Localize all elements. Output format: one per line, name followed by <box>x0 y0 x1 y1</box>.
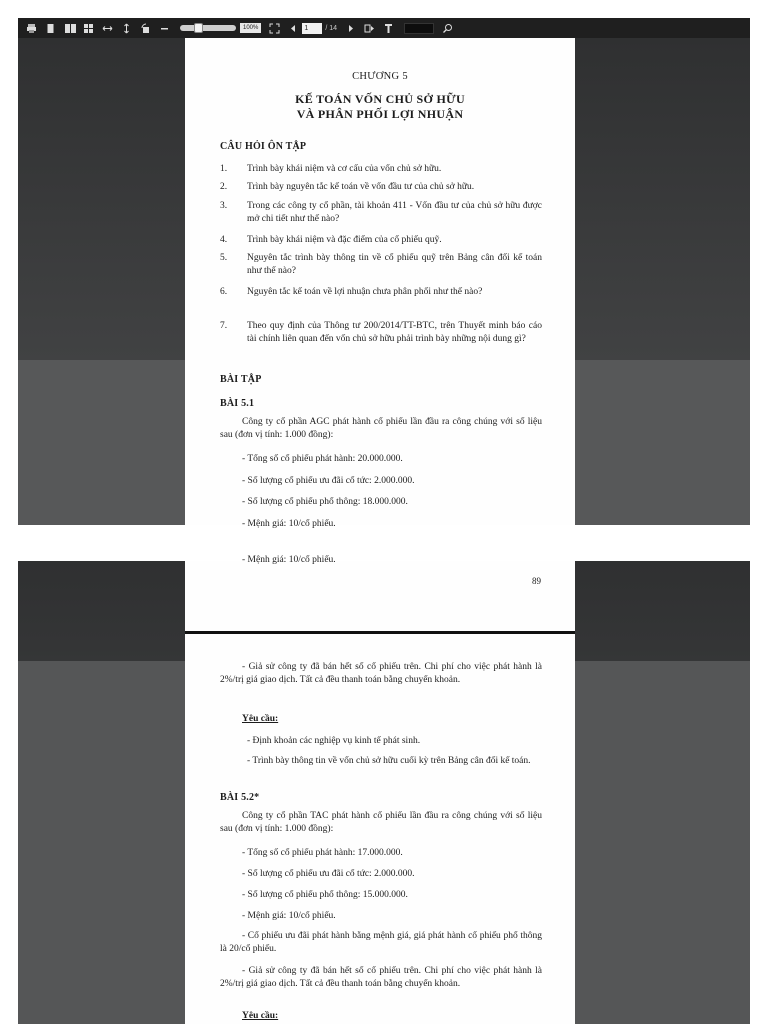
question-number: 7. <box>220 321 228 331</box>
requirement-item: - Trình bày thông tin về vốn chủ sở hữu cuối kỳ trên Bảng cân đối kế toán. <box>247 756 531 766</box>
fullscreen-icon[interactable] <box>269 23 280 34</box>
chapter-title-line: VÀ PHÂN PHỐI LỢI NHUẬN <box>296 107 464 121</box>
requirement-label: Yêu cầu: <box>242 714 279 724</box>
highlight-icon[interactable] <box>364 23 375 34</box>
question-number: 4. <box>220 235 228 245</box>
document-viewport-bottom[interactable] <box>18 555 750 1024</box>
text-tool-icon[interactable] <box>383 23 394 34</box>
question-item <box>220 181 542 194</box>
question-text: Nguyên tắc trình bày thông tin về cổ phiếu quỹ trên Bảng cân đối kế toán như thế nào? <box>247 253 542 276</box>
chapter-title <box>185 92 575 122</box>
requirement-label: Yêu cầu: <box>242 1011 279 1021</box>
zoom-slider-handle[interactable] <box>194 23 203 33</box>
paragraph: - Cổ phiếu ưu đãi phát hành bằng mệnh giá, giá phát hành cổ phiếu phổ thông là 20/cổ phiếu. <box>220 931 542 954</box>
question-item <box>220 286 542 299</box>
question-number: 3. <box>220 201 228 211</box>
question-item <box>220 163 542 176</box>
question-number: 1. <box>220 164 228 174</box>
question-item <box>220 252 542 277</box>
exercise-item: - Tổng số cổ phiếu phát hành: 17.000.000. <box>242 848 403 858</box>
question-text: Nguyên tắc kế toán về lợi nhuận chưa phân phối như thế nào? <box>247 287 483 297</box>
question-item <box>220 200 542 225</box>
paragraph: - Giả sử công ty đã bán hết số cổ phiếu trên. Chi phí cho việc phát hành là 2%/trị giá giao dịch. Tất cả đều thanh toán bằng chuyển khoản. <box>220 662 542 685</box>
section-heading-review: CÂU HỎI ÔN TẬP <box>220 141 307 152</box>
document-viewport-top[interactable] <box>18 38 750 529</box>
document-page <box>185 634 575 1024</box>
exercise-item: - Tổng số cổ phiếu phát hành: 20.000.000. <box>242 454 403 464</box>
search-icon[interactable] <box>442 23 453 34</box>
question-text: Theo quy định của Thông tư 200/2014/TT-BTC, trên Thuyết minh báo cáo tài chính liên quan đến vốn chủ sở hữu phải trình bày những nội dung gì? <box>247 321 542 344</box>
exercise-heading: BÀI 5.2* <box>220 792 260 803</box>
question-text: Trình bày khái niệm và cơ cấu của vốn chủ sở hữu. <box>247 164 442 174</box>
zoom-out-icon[interactable] <box>159 23 170 34</box>
document-page <box>185 555 575 631</box>
exercise-item: - Mệnh giá: 10/cổ phiếu. <box>242 519 336 529</box>
question-text: Trình bày khái niệm và đặc điểm của cổ phiếu quỹ. <box>247 235 442 245</box>
question-text: Trong các công ty cổ phần, tài khoản 411 - Vốn đầu tư của chủ sở hữu được mở chi tiết như thế nào? <box>247 201 542 224</box>
search-field[interactable] <box>404 23 434 34</box>
question-number: 6. <box>220 287 228 297</box>
page-number-input[interactable] <box>302 23 322 34</box>
exercise-item: - Mệnh giá: 10/cổ phiếu. <box>242 555 336 565</box>
exercise-item: - Số lượng cổ phiếu phổ thông: 15.000.000. <box>242 890 408 900</box>
zoom-slider[interactable] <box>180 25 236 31</box>
chapter-title-line: KẾ TOÁN VỐN CHỦ SỞ HỮU <box>295 92 465 106</box>
question-item <box>220 320 542 345</box>
rotate-icon[interactable] <box>140 23 151 34</box>
print-icon[interactable] <box>26 23 37 34</box>
requirement-item: - Định khoản các nghiệp vụ kinh tế phát sinh. <box>247 736 421 746</box>
exercise-item: - Số lượng cổ phiếu phổ thông: 18.000.000. <box>242 497 408 507</box>
exercise-item: - Số lượng cổ phiếu ưu đãi cổ tức: 2.000.000. <box>242 869 415 879</box>
thumbnails-icon[interactable] <box>83 23 94 34</box>
single-page-icon[interactable] <box>45 23 56 34</box>
question-item <box>220 234 542 247</box>
section-heading-exercises: BÀI TẬP <box>220 374 262 385</box>
fit-width-icon[interactable] <box>102 23 113 34</box>
question-number: 5. <box>220 253 228 263</box>
exercise-intro: Công ty cổ phần AGC phát hành cổ phiếu lần đầu ra công chúng với số liệu sau (đơn vị tính: 1.000 đồng): <box>220 417 542 440</box>
prev-page-icon[interactable] <box>288 23 299 34</box>
zoom-level-readout[interactable]: 100% <box>240 23 261 33</box>
question-text: Trình bày nguyên tắc kế toán về vốn đầu tư của chủ sở hữu. <box>247 182 475 192</box>
viewer-toolbar <box>18 18 750 38</box>
document-page <box>185 38 575 529</box>
chapter-label: CHƯƠNG 5 <box>352 71 408 82</box>
two-page-icon[interactable] <box>64 23 75 34</box>
question-number: 2. <box>220 182 228 192</box>
exercise-intro: Công ty cổ phần TAC phát hành cổ phiếu lần đầu ra công chúng với số liệu sau (đơn vị tính: 1.000 đồng): <box>220 811 542 834</box>
exercise-item: - Số lượng cổ phiếu ưu đãi cổ tức: 2.000.000. <box>242 476 415 486</box>
exercise-item: - Mệnh giá: 10/cổ phiếu. <box>242 911 336 921</box>
fit-height-icon[interactable] <box>121 23 132 34</box>
next-page-icon[interactable] <box>345 23 356 34</box>
page-total-label: / 14 <box>325 24 338 32</box>
exercise-heading: BÀI 5.1 <box>220 398 255 409</box>
paragraph: - Giả sử công ty đã bán hết số cổ phiếu trên. Chi phí cho việc phát hành là 2%/trị giá giao dịch. Tất cả đều thanh toán bằng chuyển khoản. <box>220 966 542 989</box>
page-number: 89 <box>532 576 541 586</box>
